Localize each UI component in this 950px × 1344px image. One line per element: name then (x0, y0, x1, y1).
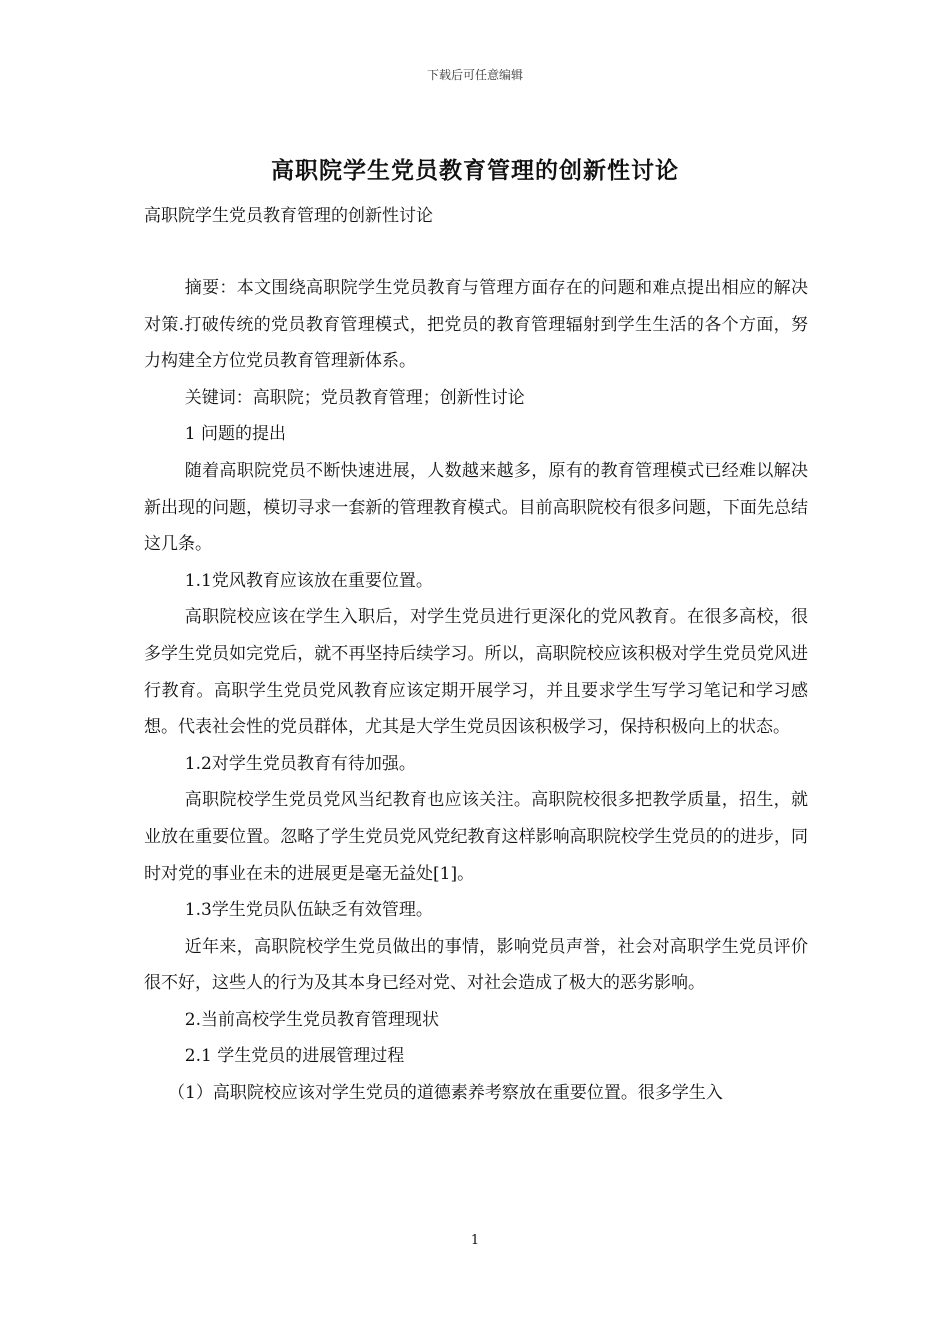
document-title: 高职院学生党员教育管理的创新性讨论 (271, 157, 679, 184)
section-heading-1: 1 问题的提出 (184, 424, 287, 445)
keywords-paragraph: 关键词：高职院；党员教育管理；创新性讨论 (184, 387, 525, 408)
abstract-paragraph: 摘要：本文围绕高职院学生党员教育与管理方面存在的问题和难点提出相应的解决对策.打破传统的党员教育管理模式，把党员的教育管理辐射到学生生活的各个方面，努力构建全方位党员教育管理新体系。 (144, 278, 808, 372)
subsection-heading-1-3: 1.3学生党员队伍缺乏有效管理。 (184, 900, 433, 921)
subsection-heading-1-1: 1.1党风教育应该放在重要位置。 (184, 570, 433, 591)
enumerated-paragraph: （1）高职院校应该对学生党员的道德素养考察放在重要位置。很多学生入 (168, 1083, 723, 1104)
document-body (144, 270, 808, 1112)
document-subtitle: 高职院学生党员教育管理的创新性讨论 (144, 206, 433, 226)
page-header-note: 下载后可任意编辑 (426, 68, 523, 82)
body-paragraph: 随着高职院党员不断快速进展，人数越来越多，原有的教育管理模式已经难以解决新出现的问题，模切寻求一套新的管理教育模式。目前高职院校有很多问题，下面先总结这几条。 (144, 460, 808, 555)
section-heading-2: 2.当前高校学生党员教育管理现状 (184, 1009, 440, 1030)
body-paragraph: 高职院校学生党员党风当纪教育也应该关注。高职院校很多把教学质量，招生，就业放在重要位置。忽略了学生党员党风党纪教育这样影响高职院校学生党员的的进步，同时对党的事业在未的进展更是毫无益处[1]。 (144, 790, 808, 884)
subsection-heading-2-1: 2.1 学生党员的进展管理过程 (184, 1046, 405, 1067)
body-paragraph: 高职院校应该在学生入职后，对学生党员进行更深化的党风教育。在很多高校，很多学生党员如完党后，就不再坚持后续学习。所以，高职院校应该积极对学生党员党风进行教育。高职学生党员党风教育应该定期开展学习，并且要求学生写学习笔记和学习感想。代表社会性的党员群体，尤其是大学生党员因该积极学习，保持积极向上的状态。 (144, 607, 808, 738)
body-paragraph: 近年来，高职院校学生党员做出的事情，影响党员声誉，社会对高职学生党员评价很不好，这些人的行为及其本身已经对党、对社会造成了极大的恶劣影响。 (144, 936, 808, 994)
subsection-heading-1-2: 1.2对学生党员教育有待加强。 (184, 753, 416, 774)
page-number: 1 (470, 1233, 480, 1248)
